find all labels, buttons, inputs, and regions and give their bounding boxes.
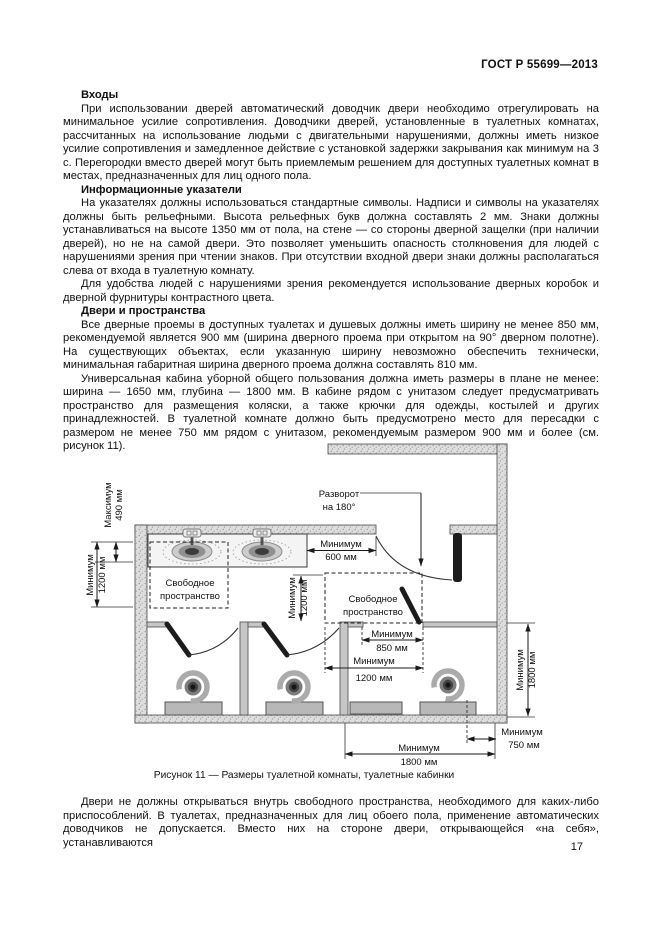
paragraph-entrances-1: При использовании дверей автоматический доводчик двери необходимо отрегулировать на минимальное усилие сопротивления. Доводчики дверей, установленные в туалетных комнатах, рассчитанных на использование людьми с двигательными нарушениями, должны иметь низкое усилие сопротивления и замедленное действие с установкой задержки закрывания как минимум на 3 с. Перегородки вместо дверей могут быть приемлемым решением для доступных туалетных комнат в местах, предназначенных для лиц одного пола. (63, 102, 599, 182)
dim-1200-left-value: 1200 мм (97, 556, 108, 594)
free-space-left-label: пространство (160, 591, 220, 602)
figure-caption: Рисунок 11 — Размеры туалетной комнаты, туалетные кабинки (153, 770, 455, 781)
stall2-door-swing-arc (287, 628, 339, 655)
washbasin-counter (148, 529, 307, 567)
dim-490-name: Максимум (103, 482, 114, 528)
dim-850-name: Минимум (371, 629, 413, 640)
dim-1200-stall-name: Минимум (353, 656, 395, 667)
paragraph-doors-1: Все дверные проемы в доступных туалетах и душевых должны иметь ширину не менее 850 мм, рекомендуемой является 900 мм (ширина дверного проема при открытом на 90° дверном полотне). На существующих объектах, если указанную ширину невозможно обеспечить технически, минимальная габаритная ширина дверного проема должна составлять 810 мм. (63, 318, 599, 371)
dim-600-name: Минимум (320, 539, 362, 550)
dim-1800-right-name: Минимум (515, 649, 526, 691)
paragraph-signs-1: На указателях должны использоваться стандартные символы. Надписи и символы на указателях должны быть рельефными. Высота рельефных букв должна составлять 2 мм. Знаки должны устанавливаться на высоте 1350 мм от пола, на стене — со стороны дверной защелки (при наличии дверей), но не на самой двери. Это позволяет уменьшить опасность столкновения для людей с нарушениями зрения при чтении знаков. При отсутствии входной двери знаки должны располагаться слева от входа в туалетную комнату. (63, 197, 599, 277)
dim-750-name: Минимум (501, 727, 543, 738)
paragraph-signs-2: Для удобства людей с нарушениями зрения рекомендуется использование дверных коробок и дверной фурнитуры контрастного цвета. (63, 278, 599, 304)
dim-1200-stall-value: 1200 мм (355, 673, 393, 684)
toilet-icon (434, 671, 462, 699)
dim-1200-mid-value: 1200 мм (299, 579, 310, 617)
stall2-door-leaf (264, 624, 287, 655)
wall-bottom (135, 715, 507, 723)
turn-180-label: на 180° (322, 502, 356, 513)
section-heading-doors-spaces: Двери и пространства (81, 305, 206, 317)
paragraph-doors-2: Универсальная кабина уборной общего пользования должна иметь размеры в плане не менее: ширина — 1650 мм, глубина — 1800 мм. В кабине рядом с унитазом следует предусматривать пространство для размещения коляски, а также крючки для одежды, костылей и других принадлежностей. В туалетной комнате должно быть предусмотрено место для пересадки с размером не менее 750 мм рядом с унитазом, рекомендуемым размером 900 мм и более (см. рисунок 11). (63, 372, 599, 452)
stall1-door-swing-arc (189, 628, 238, 655)
stall1-door-leaf (167, 624, 189, 655)
dim-750-value: 750 мм (508, 740, 540, 751)
dim-1800-bottom-name: Минимум (398, 743, 440, 754)
dim-1200-mid-name: Минимум (287, 577, 298, 619)
figure-11 (84, 442, 552, 770)
standard-number: ГОСТ Р 55699—2013 (481, 59, 598, 71)
entry-door-leaf (453, 533, 462, 582)
page-number: 17 (570, 841, 583, 853)
turn-180-label: Разворот (318, 489, 360, 500)
toilet-cistern (420, 702, 476, 715)
dim-850-value: 850 мм (376, 643, 408, 654)
dim-1800-right-value: 1800 мм (527, 651, 538, 689)
free-space-entry-label: пространство (343, 607, 403, 618)
section-heading-signs: Информационные указатели (81, 183, 242, 196)
stall3-front-wall-right (423, 622, 497, 627)
dim-1800-bottom-value: 1800 мм (400, 757, 438, 768)
closing-text (63, 796, 599, 850)
paragraph-closing: Двери не должны открываться внутрь свободного пространства, необходимого для каких-либо приспособлений. В туалетах, предназначенных для лиц обоего пола, применение автоматических доводчиков не допускается. Вместо них на стороне двери, открывающейся «на себя», устанавливаются (63, 796, 599, 849)
wall-left (135, 525, 147, 723)
dim-1200-left-name: Минимум (85, 554, 96, 596)
dim-600-value: 600 мм (325, 552, 357, 563)
toilet-room-plan-diagram (84, 442, 552, 770)
body-text (63, 89, 599, 454)
wall-top-outer (328, 444, 507, 454)
section-heading-entrances: Входы (81, 89, 119, 101)
stall3-door-leaf (402, 589, 419, 622)
toilet-icon (179, 673, 207, 701)
wall-entry-stub (450, 525, 497, 534)
dim-490-value: 490 мм (114, 489, 125, 521)
shelf-bench (350, 702, 402, 714)
free-space-left-label: Свободное (165, 578, 215, 589)
toilet-cistern (165, 702, 222, 715)
wall-right (497, 444, 507, 723)
toilet-fixtures (165, 671, 476, 715)
toilet-icon (280, 673, 308, 701)
free-space-entry-label: Свободное (348, 594, 398, 605)
stall-divider-1 (240, 622, 248, 715)
stall1-front-wall (147, 622, 166, 627)
toilet-cistern (266, 702, 323, 715)
